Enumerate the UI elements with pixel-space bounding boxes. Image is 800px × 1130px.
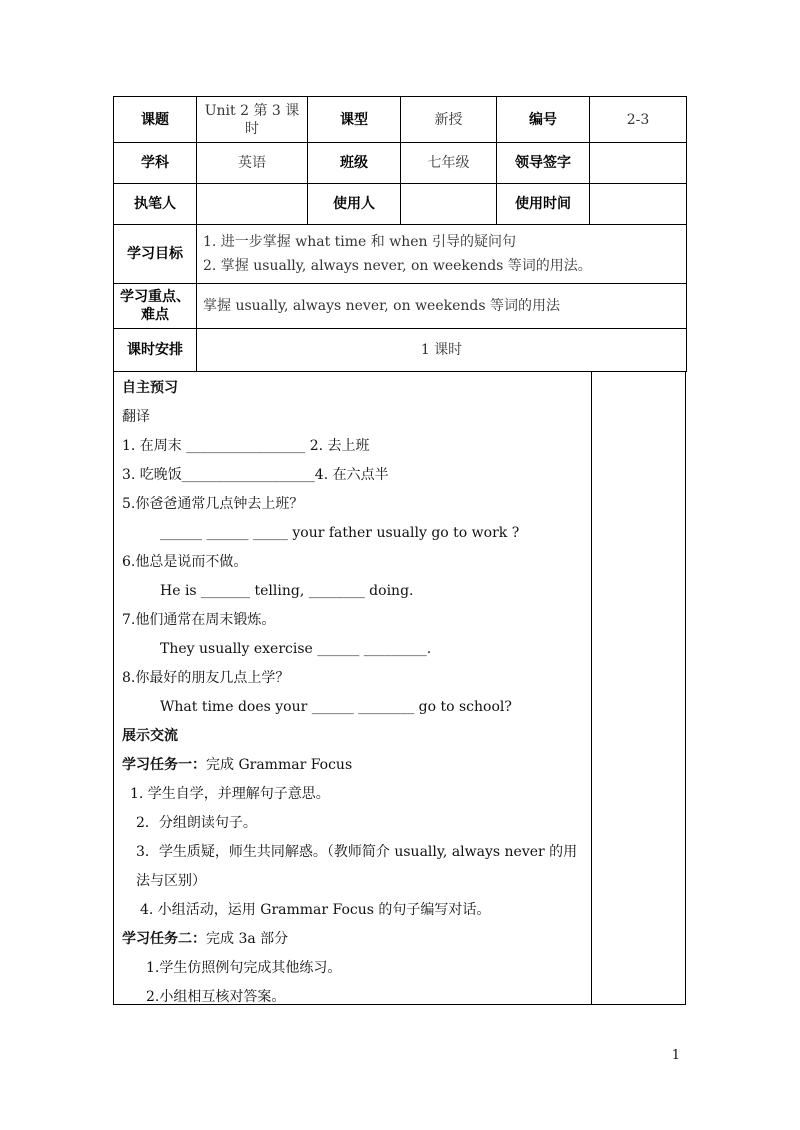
goal-item: 2. 掌握 usually, always never, on weekends 等词的用法。 (203, 258, 592, 274)
leader-signature-label: 领导签字 (497, 143, 590, 184)
task-2-item: 2.小组相互核对答案。 (146, 989, 286, 1005)
task-1-item: 2．分组朗读句子。 (136, 815, 257, 831)
header-row-topic (114, 97, 687, 143)
lesson-header-table (113, 96, 687, 372)
subject-value: 英语 (197, 143, 308, 184)
leader-signature-value (590, 143, 687, 184)
usage-time-label: 使用时间 (497, 184, 590, 225)
task-1-label: 学习任务一： (122, 757, 206, 773)
answer-5: ______ ______ _____ your father usually go to work ? (160, 525, 520, 541)
topic-label: 课题 (114, 97, 197, 143)
question-5: 5.你爸爸通常几点钟去上班？ (122, 496, 304, 512)
show-title: 展示交流 (122, 728, 178, 744)
lesson-body-content (122, 374, 587, 1012)
schedule-value: 1 课时 (197, 329, 687, 372)
task-2-text: 完成 3a 部分 (206, 931, 289, 947)
lesson-body-box (113, 372, 686, 1005)
translate-heading: 翻译 (122, 409, 150, 425)
goal-item: 1. 进一步掌握 what time 和 when 引导的疑问句 (203, 234, 516, 250)
class-value: 七年级 (401, 143, 497, 184)
lesson-type-value: 新授 (401, 97, 497, 143)
author-label: 执笔人 (114, 184, 197, 225)
code-label: 编号 (497, 97, 590, 143)
question-6: 6.他总是说而不做。 (122, 554, 248, 570)
question-8: 8.你最好的朋友几点上学？ (122, 670, 290, 686)
answer-8: What time does your ______ ________ go to school? (160, 699, 512, 715)
task-2-label: 学习任务二： (122, 931, 206, 947)
subject-label: 学科 (114, 143, 197, 184)
user-label: 使用人 (308, 184, 401, 225)
answer-6: He is _______ telling, ________ doing. (160, 583, 414, 599)
lesson-type-label: 课型 (308, 97, 401, 143)
goals-cell (197, 225, 687, 284)
header-row-keypoints (114, 284, 687, 329)
topic-value: Unit 2 第 3 课时 (197, 97, 308, 143)
task-1-heading (122, 751, 587, 780)
task-1-item: 3．学生质疑，师生共同解惑。（教师简介 usually, always never 的用法与区别） (136, 844, 578, 889)
task-1-item: 4. 小组活动，运用 Grammar Focus 的句子编写对话。 (140, 902, 491, 918)
code-value: 2-3 (590, 97, 687, 143)
answer-7: They usually exercise ______ _________. (160, 641, 432, 657)
task-1-text: 完成 Grammar Focus (206, 757, 353, 773)
keypoints-label: 学习重点、难点 (114, 284, 197, 329)
goals-label: 学习目标 (114, 225, 197, 284)
task-2-heading (122, 925, 587, 954)
schedule-label: 课时安排 (114, 329, 197, 372)
task-2-item: 1.学生仿照例句完成其他练习。 (146, 960, 342, 976)
question-7: 7.他们通常在周末锻炼。 (122, 612, 276, 628)
header-row-goals (114, 225, 687, 284)
translate-line-2: 3. 吃晚饭___________________4. 在六点半 (122, 467, 389, 483)
class-label: 班级 (308, 143, 401, 184)
usage-time-value (590, 184, 687, 225)
user-value (401, 184, 497, 225)
author-value (197, 184, 308, 225)
keypoints-value: 掌握 usually, always never, on weekends 等词的用法 (197, 284, 687, 329)
header-row-schedule (114, 329, 687, 372)
page-number: 1 (671, 1048, 680, 1063)
notes-column-divider (591, 372, 592, 1004)
header-row-author (114, 184, 687, 225)
task-1-item: 1. 学生自学，并理解句子意思。 (130, 786, 330, 802)
preview-title: 自主预习 (122, 380, 178, 396)
header-row-subject (114, 143, 687, 184)
translate-line-1: 1. 在周末 _________________ 2. 去上班 (122, 438, 370, 454)
